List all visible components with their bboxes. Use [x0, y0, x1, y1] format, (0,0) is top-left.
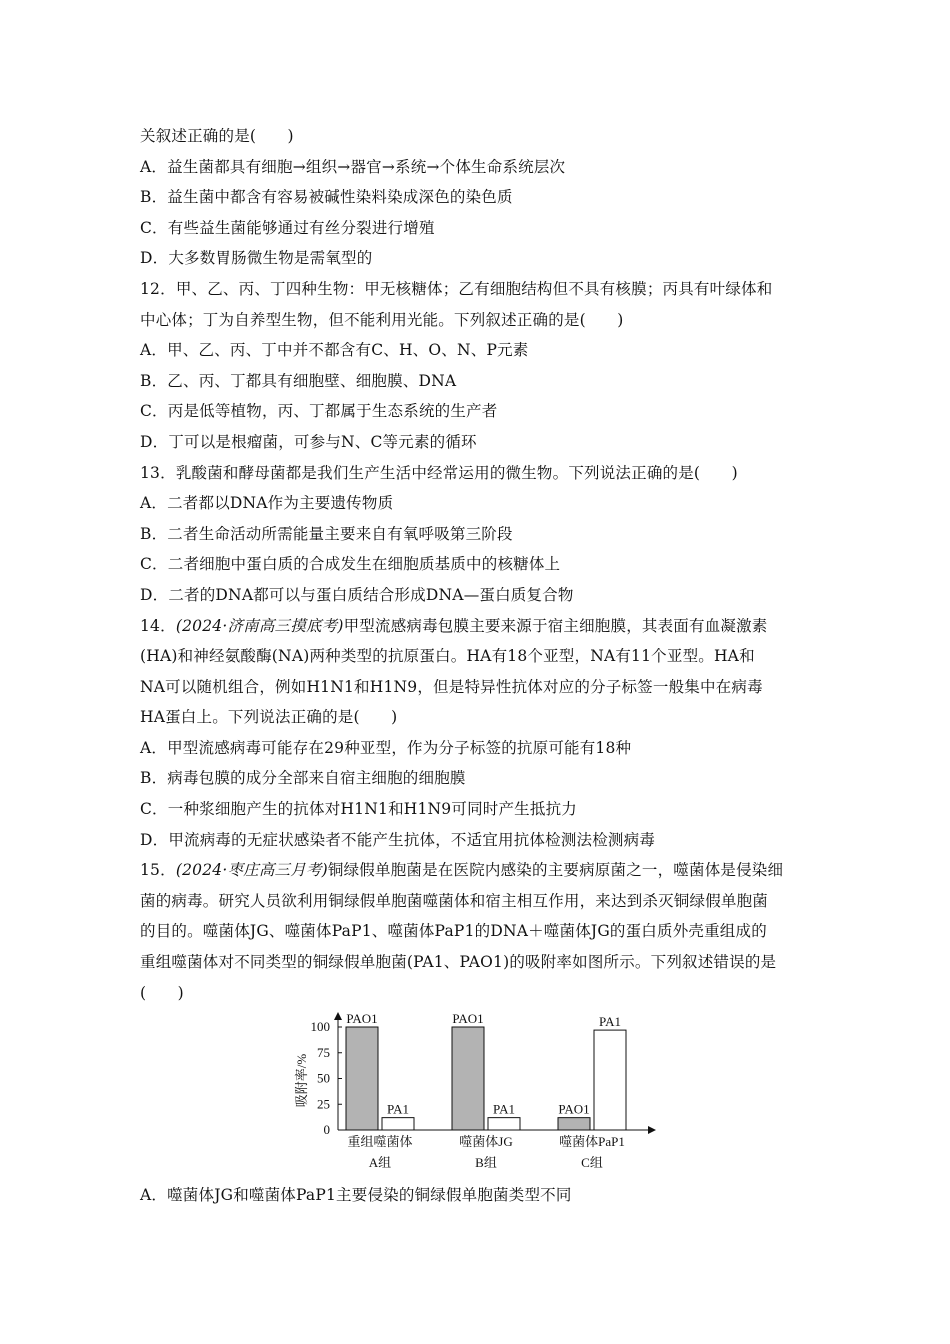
q14-source: (2024·济南高三摸底考)	[175, 616, 344, 635]
text-line-8: A．甲、乙、丙、丁中并不都含有C、H、O、N、P元素	[140, 341, 529, 360]
x-category-label: 噬菌体JG	[459, 1134, 513, 1150]
question-15	[140, 855, 812, 1008]
bar-pa1-group-1	[382, 1118, 414, 1130]
bar-pa1-group-2	[488, 1118, 520, 1130]
q14-lines	[140, 641, 812, 855]
x-category-label: 重组噬菌体	[347, 1134, 413, 1150]
text-line-10: C．丙是低等植物，丙、丁都属于生态系统的生产者	[140, 402, 498, 421]
bar-label: PA1	[387, 1101, 409, 1117]
x-category-label: 噬菌体PaP1	[559, 1134, 625, 1150]
q15-line-3: 重组噬菌体对不同类型的铜绿假单胞菌(PA1、PAO1)的吸附率如图所示。下列叙述错误的是	[140, 953, 777, 972]
q15-options	[140, 1180, 812, 1211]
bar-pao1-group-2	[452, 1027, 484, 1130]
y-tick-label: 25	[317, 1096, 330, 1112]
bar-pao1-group-1	[346, 1027, 378, 1130]
adsorption-chart-figure	[140, 1008, 812, 1180]
q15-stem-start: 铜绿假单胞菌是在医院内感染的主要病原菌之一，噬菌体是侵染细	[327, 861, 784, 880]
q14-line-7: D．甲流病毒的无症状感染者不能产生抗体，不适宜用抗体检测法检测病毒	[140, 830, 656, 849]
text-line-16: D．二者的DNA都可以与蛋白质结合形成DNA—蛋白质复合物	[140, 585, 574, 604]
text-line-6: 12．甲、乙、丙、丁四种生物：甲无核糖体；乙有细胞结构但不具有核膜；丙具有叶绿体和	[140, 279, 773, 298]
q14-line-3: HA蛋白上。下列说法正确的是( )	[140, 708, 398, 727]
q14-line-5: B．病毒包膜的成分全部来自宿主细胞的细胞膜	[140, 769, 466, 788]
q14-line-1: (HA)和神经氨酸酶(NA)两种类型的抗原蛋白。HA有18个亚型，NA有11个亚型。HA和	[140, 647, 755, 666]
y-tick-label: 75	[317, 1044, 330, 1060]
text-line-11: D．丁可以是根瘤菌，可参与N、C等元素的循环	[140, 432, 477, 451]
adsorption-bar-chart	[290, 1012, 670, 1180]
bar-label: PAO1	[558, 1101, 590, 1117]
text-line-4: C．有些益生菌能够通过有丝分裂进行增殖	[140, 218, 435, 237]
text-line-9: B．乙、丙、丁都具有细胞壁、细胞膜、DNA	[140, 371, 457, 390]
q15-lines	[140, 886, 812, 1008]
group-label: A组	[368, 1155, 392, 1171]
bar-label: PAO1	[452, 1012, 484, 1027]
option-line-1: A．噬菌体JG和噬菌体PaP1主要侵染的铜绿假单胞菌类型不同	[140, 1186, 572, 1205]
text-line-13: A．二者都以DNA作为主要遗传物质	[140, 494, 394, 513]
document-page	[140, 121, 812, 1211]
q15-line-2: 的目的。噬菌体JG、噬菌体PaP1、噬菌体PaP1的DNA＋噬菌体JG的蛋白质外壳重组成的	[140, 922, 767, 941]
q15-line-1	[140, 855, 812, 886]
y-tick-label: 100	[310, 1019, 330, 1035]
q15-line-1: 菌的病毒。研究人员欲利用铜绿假单胞菌噬菌体和宿主相互作用，来达到杀灭铜绿假单胞菌	[140, 891, 769, 910]
q14-line-2: NA可以随机组合，例如H1N1和H1N9，但是特异性抗体对应的分子标签一般集中在病毒	[140, 677, 763, 696]
text-line-5: D．大多数胃肠微生物是需氧型的	[140, 249, 373, 268]
y-axis-arrow	[334, 1012, 342, 1020]
question-14	[140, 611, 812, 856]
text-line-14: B．二者生命活动所需能量主要来自有氧呼吸第三阶段	[140, 524, 513, 543]
group-label: B组	[475, 1155, 497, 1171]
q15-number: 15．	[140, 861, 176, 880]
bar-pao1-group-3	[558, 1118, 590, 1130]
bar-pa1-group-3	[594, 1030, 626, 1130]
bar-label: PAO1	[346, 1012, 378, 1027]
text-line-15: C．二者细胞中蛋白质的合成发生在细胞质基质中的核糖体上	[140, 555, 561, 574]
q14-line-1	[140, 611, 812, 642]
x-axis-arrow	[648, 1126, 656, 1134]
bar-label: PA1	[599, 1014, 621, 1030]
text-line-12: 13．乳酸菌和酵母菌都是我们生产生活中经常运用的微生物。下列说法正确的是( )	[140, 463, 738, 482]
q15-source: (2024·枣庄高三月考)	[175, 861, 328, 880]
q14-line-4: A．甲型流感病毒可能存在29种亚型，作为分子标签的抗原可能有18种	[140, 738, 632, 757]
q14-number: 14．	[140, 616, 176, 635]
q14-line-6: C．一种浆细胞产生的抗体对H1N1和H1N9可同时产生抵抗力	[140, 800, 577, 819]
questions-11-13	[140, 121, 812, 611]
bar-label: PA1	[493, 1101, 515, 1117]
q15-line-4: ( )	[140, 983, 184, 1002]
group-label: C组	[581, 1155, 603, 1171]
q14-stem-start: 甲型流感病毒包膜主要来源于宿主细胞膜，其表面有血凝激素	[343, 616, 768, 635]
text-line-1: 关叙述正确的是( )	[140, 127, 294, 145]
text-line-2: A．益生菌都具有细胞→组织→器官→系统→个体生命系统层次	[140, 157, 566, 176]
y-tick-label: 50	[317, 1070, 330, 1086]
y-tick-label: 0	[323, 1122, 330, 1138]
text-line-3: B．益生菌中都含有容易被碱性染料染成深色的染色质	[140, 188, 513, 207]
text-line-7: 中心体；丁为自养型生物，但不能利用光能。下列叙述正确的是( )	[140, 310, 624, 329]
y-axis-label: 吸附率/%	[294, 1053, 309, 1108]
